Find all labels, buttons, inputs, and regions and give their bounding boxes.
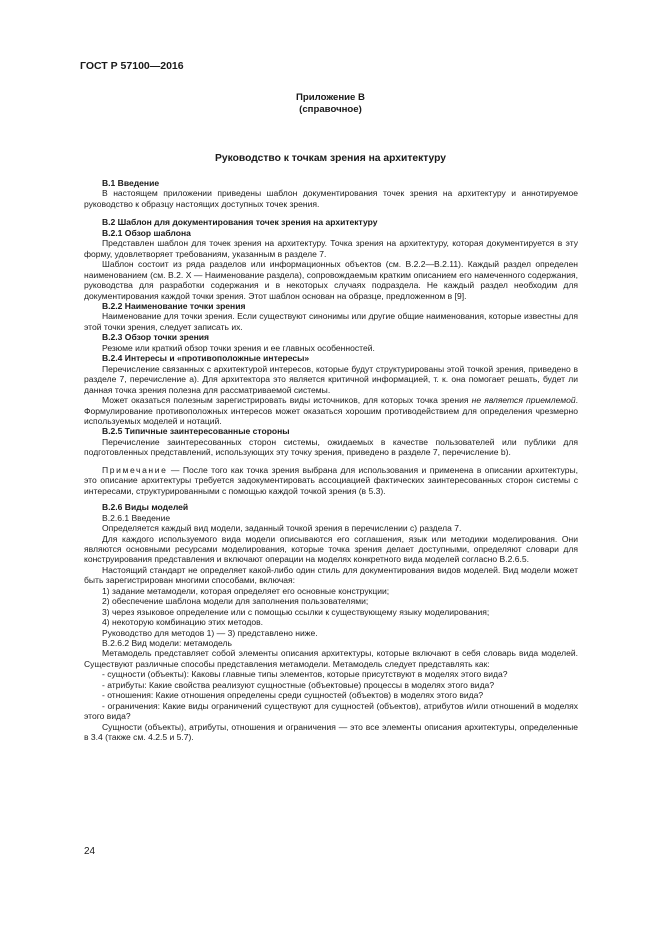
note-text: — После того как точка зрения выбрана для использования и применена в описании архитектуры, это описание архитектуры требуется задокументировать ассоциацией фактических заинтересованных сторон системы с интересами, структурированными с помощью каждой точкой зрения (в 5.3). [84,464,578,496]
dash-item: - ограничения: Какие виды ограничений существуют для сущностей (объектов), атрибутов и/или отношений в моделях этого вида? [84,700,578,722]
text-run: Может оказаться полезным зарегистрировать виды источников, для которых точка зрения [102,395,472,406]
subsection-heading: В.2.3 Обзор точки зрения [102,332,210,343]
subsection-heading: В.2.2 Наименование точки зрения [102,300,246,311]
paragraph: Перечисление заинтересованных сторон системы, ожидаемых в качестве пользователей или публики для подготовленных представлений, использующих эту точку зрения, приведено в разделе 7, перечисление b). [84,436,578,458]
subsection-heading: В.2.1 Обзор шаблона [102,227,191,238]
paragraph: Сущности (объекты), атрибуты, отношения и ограничения — это все элементы описания архитектуры, определенные в 3.4 (также см. 4.2.5 и 5.7). [84,721,578,743]
paragraph: Метамодель представляет собой элементы описания архитектуры, которые включают в себя словарь вида моделей. Существуют различные способы представления метамодели. Метамодель следует представлять как: [84,648,578,669]
emphasis-text: не является приемлемой [471,395,576,406]
list-item: 2) обеспечение шаблона модели для заполнения пользователями; [102,596,369,607]
dash-item: - сущности (объекты): Каковы главные типы элементов, которые присутствуют в моделях этого вида? [102,669,508,680]
subsubsection-heading: В.2.6.1 Введение [102,512,171,523]
appendix-title: Приложение В [296,92,365,103]
paragraph: Руководство для методов 1) — 3) представлено ниже. [102,627,318,638]
subsection-heading: В.2.6 Виды моделей [102,502,189,513]
dash-item: - отношения: Какие отношения определены среди сущностей (объектов) в моделях этого вида? [102,690,484,701]
paragraph: Перечисление связанных с архитектурой интересов, которые будут структурированы этой точкой зрения, приведено в разделе 7, перечисление а). Для архитектора это является критичной информацией, т. к. она помогает решать, будет ли данная точка зрения полезна для рассматриваемой системы. [84,363,578,395]
list-item: 1) задание метамодели, которая определяет его основные конструкции; [102,585,390,596]
page-number: 24 [84,846,96,857]
list-item: 4) некоторую комбинацию этих методов. [102,617,263,628]
subsection-heading: В.2.4 Интересы и «противоположные интересы» [102,353,310,364]
text-run: . Формулирование противоположных интересов может оказаться хорошим противодействием для определения чрезмерно используемых моделей и нотаций. [84,395,578,426]
paragraph: Настоящий стандарт не определяет какой-либо один стиль для документирования видов моделей. Вид модели может быть зарегистрирован многими способами, включая: [84,564,578,586]
paragraph: В настоящем приложении приведены шаблон документирования точек зрения на архитектуру и аннотируемое руководство к образцу настоящих доступных точек зрения. [84,188,578,209]
appendix-subtitle: (справочное) [299,104,362,115]
note [84,465,578,496]
paragraph: Определяется каждый вид модели, заданный точкой зрения в перечислении с) раздела 7. [102,523,462,534]
subsubsection-heading: В.2.6.2 Вид модели: метамодель [102,638,232,649]
section-heading: В.1 Введение [102,178,160,188]
list-item: 3) через языковое определение или с помощью ссылки к существующему языку моделирования; [102,606,490,617]
paragraph: Наименование для точки зрения. Если существуют синонимы или другие общие наименования, которые известны для этой точки зрения, следует записать их. [84,311,578,332]
section-heading: В.2 Шаблон для документирования точек зрения на архитектуру [102,217,378,228]
paragraph [84,395,578,426]
paragraph: Для каждого используемого вида модели описываются его соглашения, язык или методики моделирования. Они являются основными ресурсами моделирования, которые точка зрения делает доступными, определяют словари для конструирования представления и включают операции на моделях конкретного вида моделей согласно В.2.6.5. [84,533,578,565]
paragraph: Шаблон состоит из ряда разделов или информационных объектов (см. В.2.2—В.2.11). Каждый раздел определен наименованием (см. В.2. X — Наименование раздела), сопровождаемым кратким описанием его намеченного содержания, руководства для разработки содержания и в некоторых случаях подраздела. Не каждый раздел необходим для документирования каждой точки зрения. Этот шаблон основан на образце, предложенном в [9]. [84,259,578,301]
paragraph: Резюме или краткий обзор точки зрения и ее главных особенностей. [102,342,375,353]
document-title: Руководство к точкам зрения на архитектуру [214,153,447,164]
note-label: Примечание [102,464,168,475]
paragraph: Представлен шаблон для точек зрения на архитектуру. Точка зрения на архитектуру, которая документируется в эту форму, удовлетворяет требованиям, указанным в разделе 7. [84,238,578,259]
document-body [84,178,578,743]
subsection-heading: В.2.5 Типичные заинтересованные стороны [102,426,290,437]
appendix-heading [0,92,661,116]
dash-item: - атрибуты: Какие свойства реализуют сущностные (объектовые) процессы в моделях этого вида? [102,679,495,690]
standard-header: ГОСТ Р 57100—2016 [80,60,184,72]
